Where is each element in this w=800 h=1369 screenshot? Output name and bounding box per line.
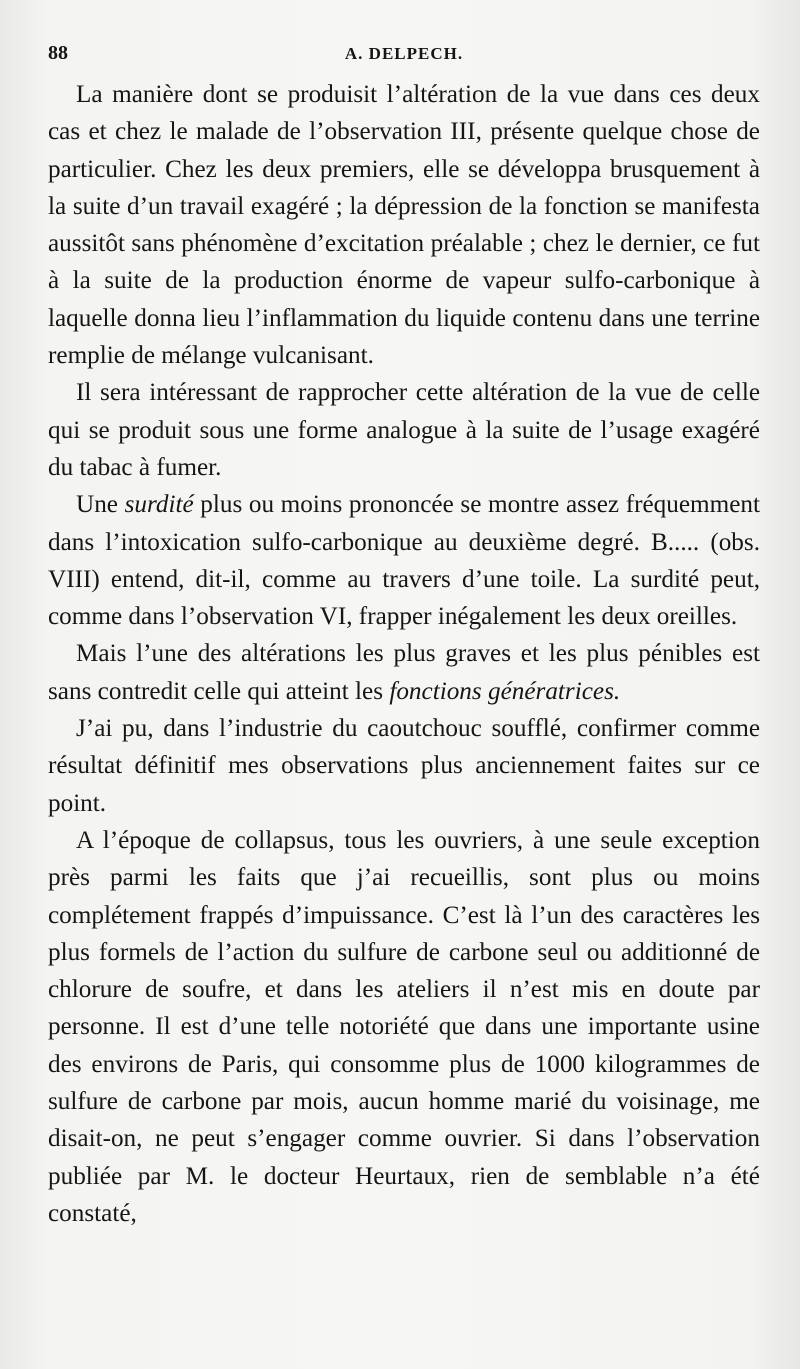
paragraph [48, 710, 760, 822]
running-head [48, 42, 760, 76]
paragraph [48, 486, 760, 635]
paragraph [48, 374, 760, 486]
text-segment: La manière dont se produisit l’altération de la vue dans ces deux cas et chez le malade de l’observation III, présente quelque chose de particulier. Chez les deux premiers, elle se développa brusquement à la suite d’un travail exagéré ; la dépression de la fonction se manifesta aussitôt sans phénomène d’excitation préalable ; chez le dernier, ce fut à la suite de la production énorme de vapeur sulfo-carbonique à laquelle donna lieu l’inflammation du liquide contenu dans une terrine remplie de mélange vulcanisant. [48, 81, 760, 370]
text-segment: Il sera intéressant de rapprocher cette altération de la vue de celle qui se produit sous une forme analogue à la suite de l’usage exagéré du tabac à fumer. [48, 379, 760, 481]
paragraph [48, 822, 760, 1232]
text-segment: J’ai pu, dans l’industrie du caoutchouc soufflé, confirmer comme résultat définitif mes observations plus anciennement faites sur ce point. [48, 715, 760, 817]
text-segment: Mais l’une des altérations les plus graves et les plus pénibles est sans contredit celle qui atteint les [48, 640, 760, 705]
italic-text: fonctions génératrices. [389, 677, 621, 705]
page-number: 88 [48, 42, 68, 64]
text-segment: plus ou moins prononcée se montre assez fréquemment dans l’intoxication sulfo-carbonique au deuxième degré. B..... (obs. VIII) entend, dit-il, comme au travers d’une toile. La surdité peut, comme dans l’observation VI, frapper inégalement les deux oreilles. [48, 491, 760, 631]
text-segment: Une [76, 491, 125, 519]
text-segment: A l’époque de collapsus, tous les ouvriers, à une seule exception près parmi les faits que j’ai recueillis, sont plus ou moins complétement frappés d’impuissance. C’est là l’un des caractères les plus formels de l’action du sulfure de carbone seul ou additionné de chlorure de soufre, et dans les ateliers il n’est mis en doute par personne. Il est d’une telle notoriété que dans une importante usine des environs de Paris, qui consomme plus de 1000 kilogrammes de sulfure de carbone par mois, aucun homme marié du voisinage, me disait-on, ne peut s’engager comme ouvrier. Si dans l’observation publiée par M. le docteur Heurtaux, rien de semblable n’a été constaté, [48, 826, 760, 1227]
paragraph [48, 635, 760, 710]
italic-text: surdité [124, 491, 194, 519]
paragraph [48, 76, 760, 374]
running-title: A. DELPECH. [344, 44, 464, 63]
body-text [48, 76, 760, 1232]
